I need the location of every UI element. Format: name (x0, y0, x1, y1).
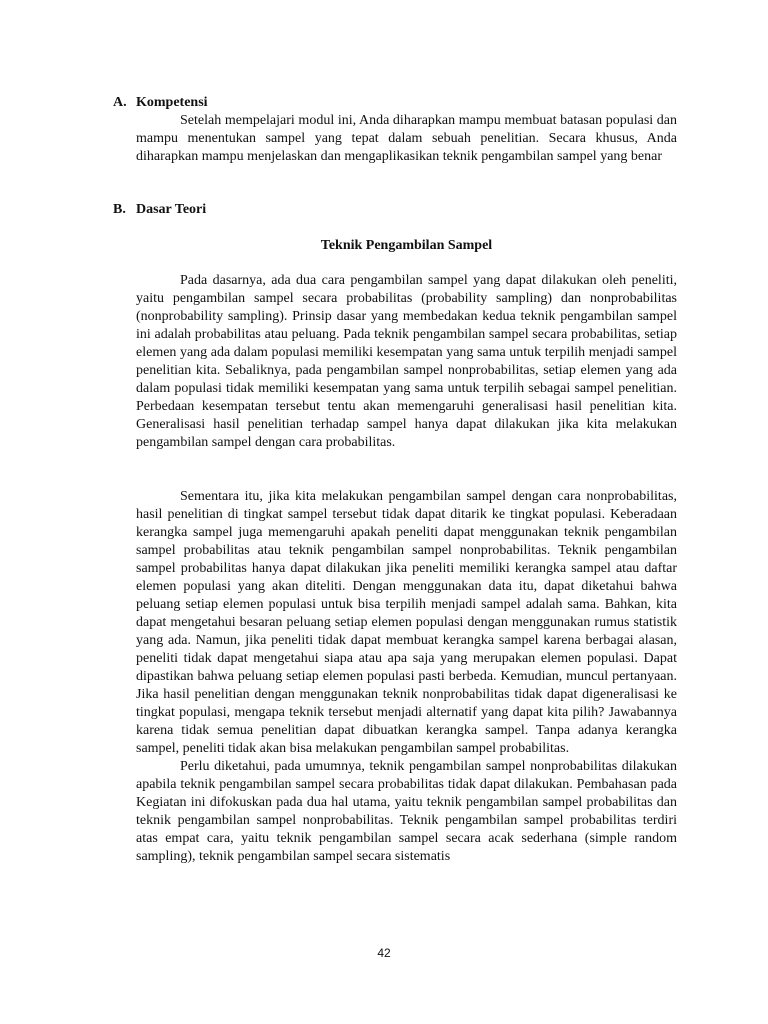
section-a-number: A. (113, 95, 127, 110)
section-b-number: B. (113, 202, 126, 217)
section-b-subtitle: Teknik Pengambilan Sampel (320, 238, 493, 253)
section-b-paragraph-2-block (136, 488, 677, 866)
section-b-heading (113, 201, 206, 219)
section-b-paragraph-1-block (136, 272, 677, 452)
section-a-body (136, 112, 677, 166)
body-paragraph-3: Perlu diketahui, pada umumnya, teknik pengambilan sampel nonprobabilitas dilakukan apabila teknik pengambilan sampel secara probabilitas tidak dapat dilakukan. Pembahasan pada Kegiatan ini difokuskan pada dua hal utama, yaitu teknik pengambilan sampel probabilitas dan teknik pengambilan sampel nonprobabilitas. Teknik pengambilan sampel probabilitas terdiri atas empat cara, yaitu teknik pengambilan sampel secara acak sederhana (simple random sampling), teknik pengambilan sampel secara sistematis (136, 759, 677, 864)
section-a-paragraph: Setelah mempelajari modul ini, Anda diharapkan mampu membuat batasan populasi dan mampu menentukan sampel yang tepat dalam sebuah penelitian. Secara khusus, Anda diharapkan mampu menjelaskan dan mengaplikasikan teknik pengambilan sampel yang benar (136, 113, 677, 164)
section-a-title: Kompetensi (136, 95, 208, 110)
section-b-title: Dasar Teori (136, 202, 207, 217)
body-paragraph-2: Sementara itu, jika kita melakukan pengambilan sampel dengan cara nonprobabilitas, hasil penelitian di tingkat sampel tersebut tidak dapat ditarik ke tingkat populasi. Keberadaan kerangka sampel juga memengaruhi apakah peneliti dapat menggunakan teknik pengambilan sampel probabilitas atau teknik pengambilan sampel nonprobabilitas. Teknik pengambilan sampel probabilitas hanya dapat dilakukan jika peneliti memiliki kerangka sampel atau daftar elemen populasi yang akan diteliti. Dengan menggunakan data itu, dapat diketahui bahwa peluang setiap elemen populasi untuk bisa terpilih menjadi sampel adalah sama. Bahkan, kita dapat mengetahui besaran peluang setiap elemen populasi dengan menggunakan rumus statistik yang ada. Namun, jika peneliti tidak dapat membuat kerangka sampel karena berbagai alasan, peneliti tidak dapat mengetahui siapa atau apa saja yang merupakan elemen populasi. Dapat dipastikan bahwa peluang setiap elemen populasi pasti berbeda. Kemudian, muncul pertanyaan. Jika hasil penelitian dengan menggunakan teknik nonprobabilitas tidak dapat digeneralisasi ke tingkat populasi, mengapa teknik tersebut menjadi alternatif yang dapat kita pilih? Jawabannya karena tidak semua penelitian dapat dibuatkan kerangka sampel. Tanpa adanya kerangka sampel, peneliti tidak akan bisa melakukan pengambilan sampel probabilitas. (136, 489, 677, 756)
section-a-heading (113, 94, 208, 112)
body-paragraph-1: Pada dasarnya, ada dua cara pengambilan sampel yang dapat dilakukan oleh peneliti, yaitu pengambilan sampel secara probabilitas (probability sampling) dan nonprobabilitas (nonprobability sampling). Prinsip dasar yang membedakan kedua teknik pengambilan sampel ini adalah probabilitas atau peluang. Pada teknik pengambilan sampel secara probabilitas, setiap elemen yang ada dalam populasi memiliki kesempatan yang sama untuk terpilih menjadi sampel penelitian kita. Sebaliknya, pada pengambilan sampel nonprobabilitas, setiap elemen yang ada dalam populasi tidak memiliki kesempatan yang sama untuk terpilih sebagai sampel penelitian. Perbedaan kesempatan tersebut tentu akan memengaruhi generalisasi hasil penelitian kita. Generalisasi hasil penelitian terhadap sampel hanya dapat dilakukan jika kita melakukan pengambilan sampel dengan cara probabilitas. (136, 273, 677, 450)
page-number: 42 (377, 946, 391, 960)
